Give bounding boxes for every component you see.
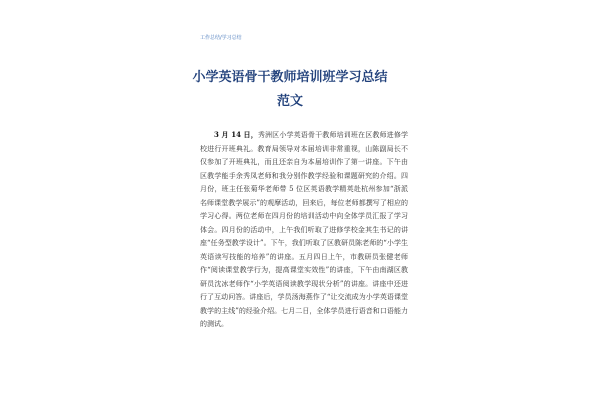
document-date-lead: 3 月 14 日， (214, 130, 258, 139)
breadcrumb[interactable]: 工作总结/学习总结 (200, 35, 242, 41)
document-body (200, 128, 408, 332)
document-title-line-2: 范文 (276, 94, 303, 109)
document-body-text: 秀洲区小学英语骨干教师培训班在区教师进修学校进行开班典礼。教育局领导对本届培训非常重视，山陈副局长不仅参加了开班典礼，而且还亲自为本届培训作了第一讲座。下午由区教学能手余秀凤老师和我分别作教学经验和课题研究的介绍。四月份，班主任张菊华老师带 5 位区英语教学精英赴杭州参加“浙派名师课堂教学展示”的观摩活动，回来后，每位老师都撰写了相应的学习心得。两位老师在四月份的培训活动中向全体学员汇报了学习体会。四月份的活动中，上午我们听取了进修学校金其生书记的讲座“任务型教学设计”。下午，我们听取了区教研员陈老师的“小学生英语读写技能的培养”的讲座。五月四日上午，市教研员张健老师作“阅读课堂教学行为，提高课堂实效性”的讲座，下午由南湖区教研员沈冰老师作“小学英语阅读教学现状分析”的讲座。讲座中还进行了互动问答。讲座后，学员汤海燕作了“让交流成为小学英语课堂教学的主线”的经验介绍。七月二日，全体学员进行语音和口语能力的测试。 (200, 131, 408, 328)
document-title (180, 66, 400, 114)
document-title-line-1: 小学英语骨干教师培训班学习总结 (192, 70, 388, 85)
